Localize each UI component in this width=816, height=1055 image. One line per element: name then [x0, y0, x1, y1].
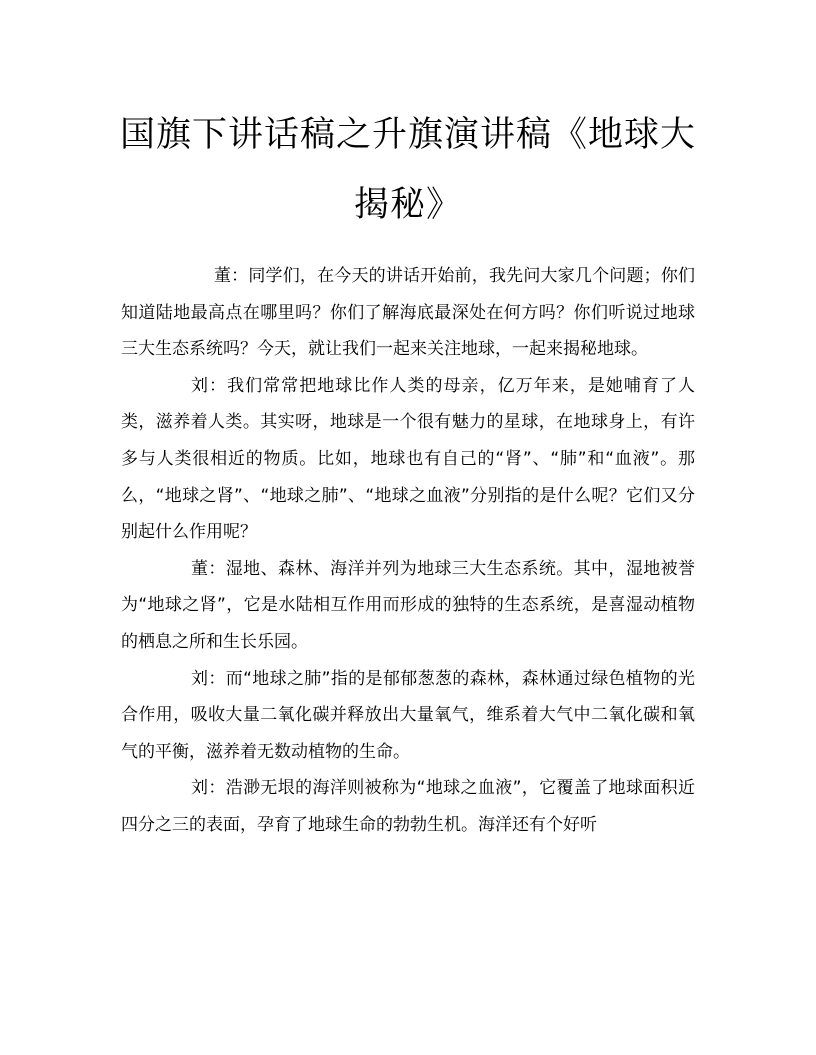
paragraph: 刘：我们常常把地球比作人类的母亲，亿万年来，是她哺育了人类，滋养着人类。其实呀，地球是一个很有魅力的星球，在地球身上，有许多与人类很相近的物质。比如，地球也有自己的“肾”、“肺”和“血液”。那么，“地球之肾”、“地球之肺”、“地球之血液”分别指的是什么呢？它们又分别起什么作用呢？ [121, 375, 695, 543]
paragraph: 董：湿地、森林、海洋并列为地球三大生态系统。其中，湿地被誉为“地球之肾”，它是水陆相互作用而形成的独特的生态系统，是喜湿动植物的栖息之所和生长乐园。 [121, 558, 695, 652]
document-title: 国旗下讲话稿之升旗演讲稿《地球大揭秘》 [119, 115, 696, 225]
paragraph: 刘：而“地球之肺”指的是郁郁葱葱的森林，森林通过绿色植物的光合作用，吸收大量二氧化碳并释放出大量氧气，维系着大气中二氧化碳和氧气的平衡，滋养着无数动植物的生命。 [121, 668, 695, 762]
paragraph: 刘：浩渺无垠的海洋则被称为“地球之血液”，它覆盖了地球面积近四分之三的表面，孕育了地球生命的勃勃生机。海洋还有个好听 [121, 778, 695, 835]
paragraph: 董：同学们，在今天的讲话开始前，我先问大家几个问题；你们知道陆地最高点在哪里吗？你们了解海底最深处在何方吗？你们听说过地球三大生态系统吗？今天，就让我们一起来关注地球，一起来揭秘地球。 [121, 266, 695, 360]
document-body [121, 258, 695, 844]
